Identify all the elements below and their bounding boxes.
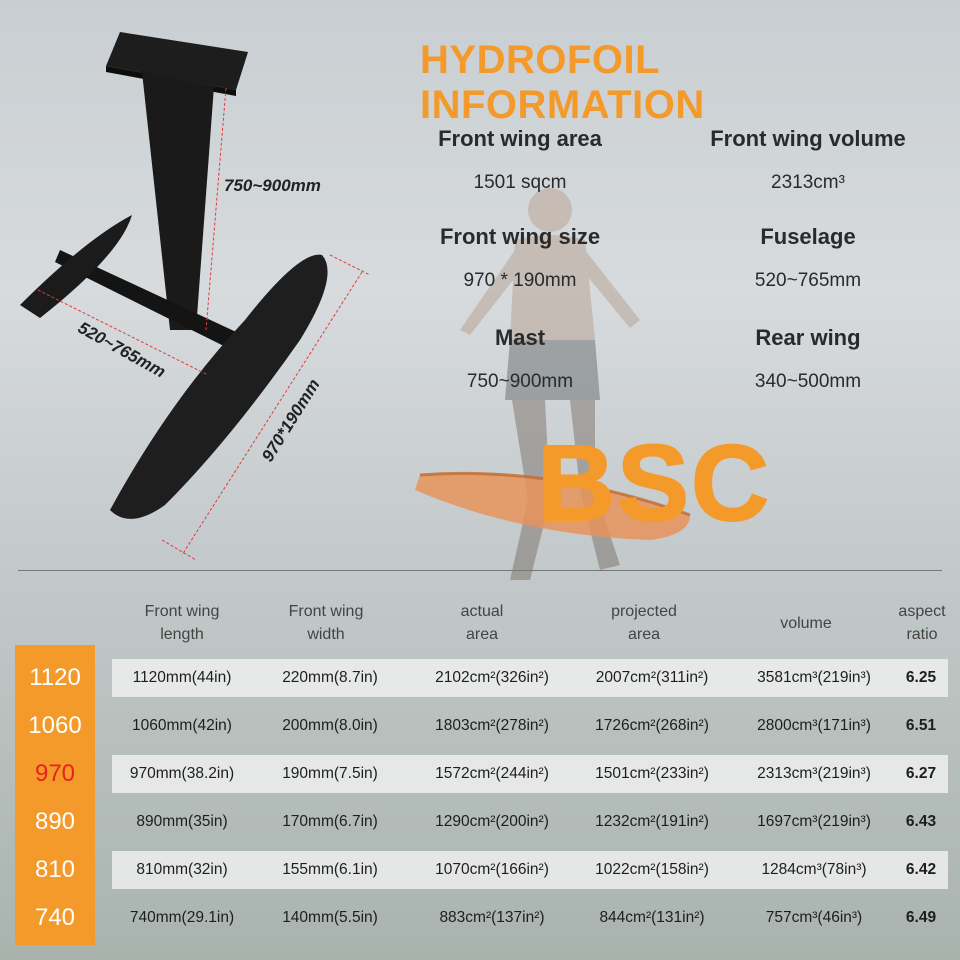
- spec-value: 2313cm³: [771, 172, 845, 193]
- cell-aspect-ratio: 6.51: [905, 717, 937, 734]
- header-projected-area: [584, 600, 704, 646]
- cell-aspect-ratio: 6.42: [905, 861, 937, 878]
- cell-length: 970mm(38.2in): [129, 765, 235, 782]
- spec-value: 520~765mm: [754, 270, 862, 291]
- header-line: Front wing: [144, 603, 220, 620]
- header-actual-area: [422, 600, 542, 646]
- header-front-wing-length: [122, 600, 242, 646]
- size-label: 810: [34, 856, 76, 883]
- size-label: 1060: [28, 712, 82, 739]
- cell-volume: 1284cm³(78in³): [761, 861, 867, 878]
- size-label-highlighted: 970: [34, 760, 76, 787]
- cell-volume: 2800cm³(171in³): [757, 717, 871, 734]
- cell-actual-area: 1803cm²(278in²): [435, 717, 549, 734]
- spec-front-wing-volume: [678, 126, 938, 194]
- header-line: area: [465, 626, 499, 643]
- cell-width: 200mm(8.0in): [282, 717, 378, 734]
- header-aspect-ratio: [882, 600, 960, 646]
- spec-label: Fuselage: [760, 224, 856, 249]
- hydrofoil-image: [0, 0, 420, 570]
- spec-value: 340~500mm: [754, 371, 862, 392]
- cell-projected-area: 1726cm²(268in²): [595, 717, 709, 734]
- cell-width: 190mm(7.5in): [282, 765, 378, 782]
- header-line: actual: [460, 603, 504, 620]
- cell-width: 155mm(6.1in): [282, 861, 378, 878]
- size-label: 740: [34, 904, 76, 931]
- table-row: [112, 707, 948, 745]
- brand-logo: BSC: [537, 422, 772, 543]
- cell-projected-area: 1232cm²(191in²): [595, 813, 709, 830]
- spec-mast: [390, 325, 650, 393]
- header-line: length: [160, 626, 204, 643]
- header-line: Front wing: [288, 603, 364, 620]
- header-volume: [746, 612, 866, 635]
- table-row: [112, 659, 948, 697]
- page-title: HYDROFOIL INFORMATION: [420, 38, 705, 127]
- cell-actual-area: 883cm²(137in²): [439, 909, 545, 926]
- cell-projected-area: 844cm²(131in²): [599, 909, 705, 926]
- cell-width: 140mm(5.5in): [282, 909, 378, 926]
- cell-actual-area: 2102cm²(326in²): [435, 669, 549, 686]
- cell-length: 810mm(32in): [136, 861, 228, 878]
- cell-length: 740mm(29.1in): [129, 909, 235, 926]
- table-row: [112, 803, 948, 841]
- spec-value: 750~900mm: [466, 371, 574, 392]
- cell-length: 1060mm(42in): [132, 717, 232, 734]
- header-line: aspect: [898, 603, 946, 620]
- table-row: [112, 755, 948, 793]
- cell-projected-area: 1022cm²(158in²): [595, 861, 709, 878]
- cell-volume: 1697cm³(219in³): [757, 813, 871, 830]
- header-front-wing-width: [266, 600, 386, 646]
- mast-dimension-label: 750~900mm: [224, 176, 321, 195]
- cell-volume: 2313cm³(219in³): [757, 765, 871, 782]
- spec-label: Mast: [494, 325, 546, 350]
- header-line: ratio: [906, 626, 938, 643]
- section-divider: [18, 570, 942, 571]
- cell-actual-area: 1572cm²(244in²): [435, 765, 549, 782]
- spec-front-wing-area: [390, 126, 650, 194]
- header-line: volume: [780, 615, 832, 632]
- cell-actual-area: 1290cm²(200in²): [435, 813, 549, 830]
- spec-label: Front wing volume: [710, 126, 906, 151]
- spec-label: Front wing area: [438, 126, 602, 151]
- wing-dimension-label: 970*190mm: [258, 375, 324, 466]
- size-label: 890: [34, 808, 76, 835]
- cell-volume: 3581cm³(219in³): [757, 669, 871, 686]
- spec-fuselage: [678, 224, 938, 292]
- cell-width: 220mm(8.7in): [282, 669, 378, 686]
- cell-aspect-ratio: 6.49: [905, 909, 937, 926]
- spec-front-wing-size: [390, 224, 650, 292]
- cell-volume: 757cm³(46in³): [765, 909, 863, 926]
- header-line: area: [627, 626, 661, 643]
- cell-aspect-ratio: 6.25: [905, 669, 937, 686]
- cell-projected-area: 1501cm²(233in²): [595, 765, 709, 782]
- table-row: [112, 851, 948, 889]
- cell-width: 170mm(6.7in): [282, 813, 378, 830]
- table-row: [112, 899, 948, 937]
- header-line: projected: [611, 603, 677, 620]
- header-line: width: [307, 626, 345, 643]
- cell-aspect-ratio: 6.27: [905, 765, 937, 782]
- cell-projected-area: 2007cm²(311in²): [595, 669, 709, 686]
- spec-value: 1501 sqcm: [473, 172, 567, 193]
- size-label: 1120: [29, 664, 81, 691]
- cell-aspect-ratio: 6.43: [905, 813, 937, 830]
- spec-value: 970 * 190mm: [463, 270, 577, 291]
- cell-length: 1120mm(44in): [132, 669, 232, 686]
- spec-label: Front wing size: [439, 224, 601, 249]
- fuselage-dimension-label: 520~765mm: [74, 318, 169, 382]
- cell-length: 890mm(35in): [136, 813, 228, 830]
- spec-label: Rear wing: [755, 325, 861, 350]
- spec-rear-wing: [678, 325, 938, 393]
- cell-actual-area: 1070cm²(166in²): [435, 861, 549, 878]
